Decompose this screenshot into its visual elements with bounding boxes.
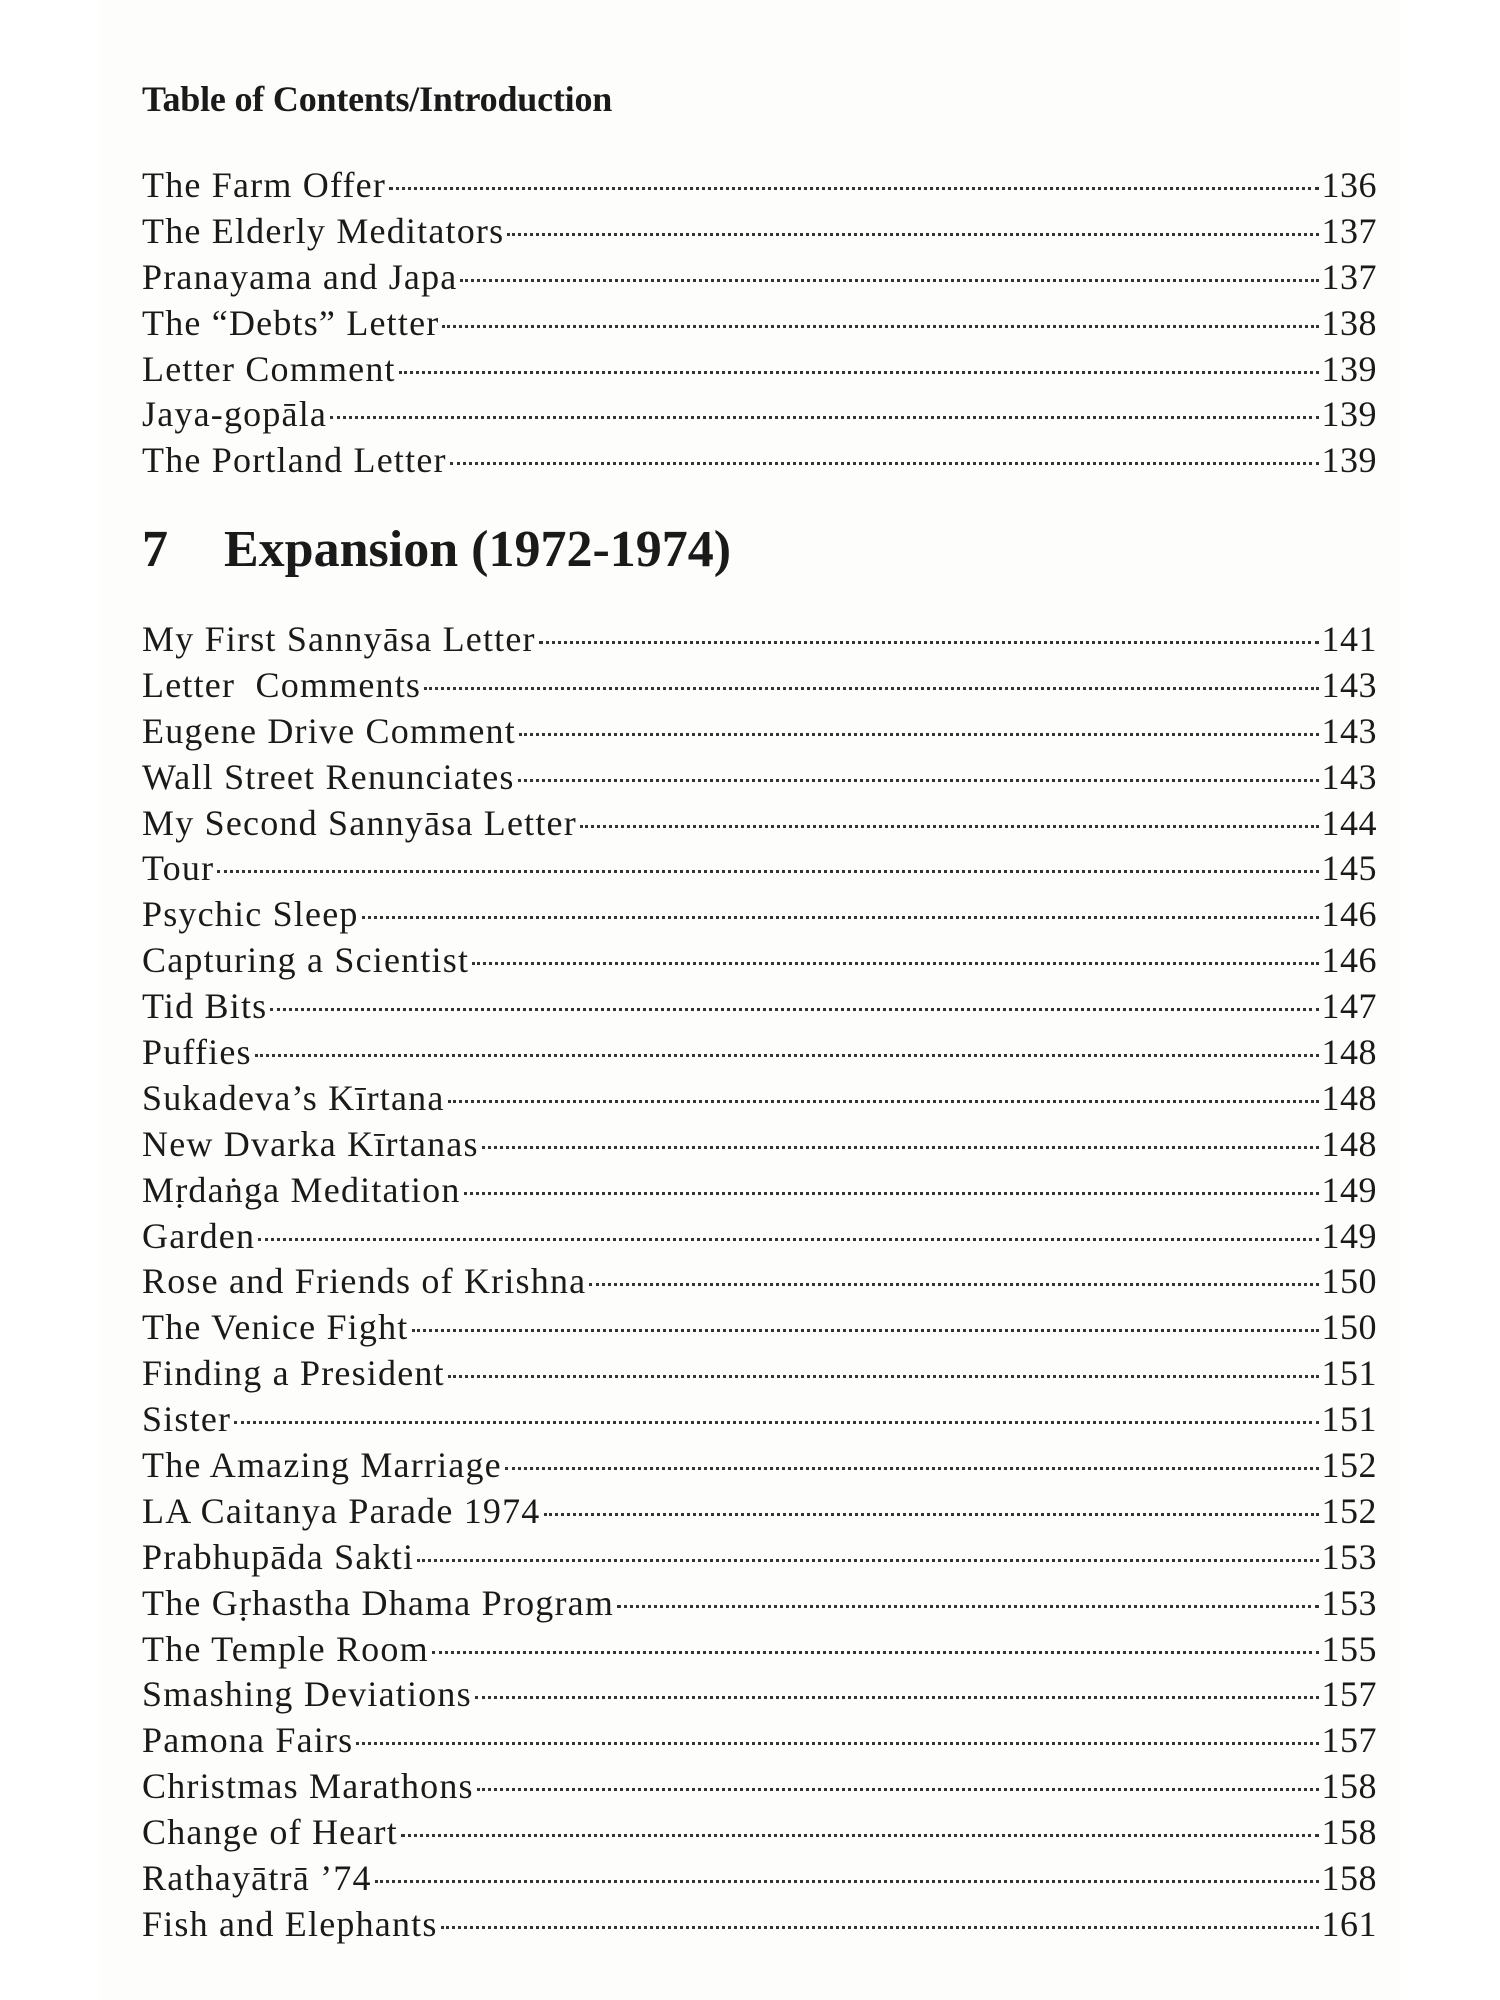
toc-entry-page: 153 bbox=[1321, 1582, 1377, 1623]
toc-entry bbox=[142, 1765, 1377, 1811]
toc-entry-title: Tid Bits bbox=[142, 986, 268, 1027]
toc-entry-title: Fish and Elephants bbox=[142, 1903, 438, 1944]
toc-entry-page: 161 bbox=[1321, 1903, 1377, 1944]
toc-entry-title: The Venice Fight bbox=[142, 1307, 409, 1348]
toc-entry-title: Pranayama and Japa bbox=[142, 256, 458, 297]
toc-entry-page: 149 bbox=[1321, 1215, 1377, 1256]
toc-entry-title: Rathayātrā ’74 bbox=[142, 1858, 372, 1899]
toc-entry-title: Wall Street Renunciates bbox=[142, 756, 515, 797]
toc-entry bbox=[142, 1628, 1377, 1674]
toc-entry-title: Christmas Marathons bbox=[142, 1766, 474, 1807]
toc-entry-title: The Portland Letter bbox=[142, 440, 447, 481]
toc-entry-page: 143 bbox=[1321, 710, 1377, 751]
toc-entry bbox=[142, 393, 1377, 439]
toc-entry-page: 158 bbox=[1321, 1858, 1377, 1899]
toc-entry-page: 157 bbox=[1321, 1674, 1377, 1715]
dot-leader bbox=[475, 1696, 1319, 1699]
toc-entry-page: 151 bbox=[1321, 1399, 1377, 1440]
dot-leader bbox=[450, 462, 1319, 465]
dot-leader bbox=[505, 1467, 1319, 1470]
toc-entry-page: 137 bbox=[1321, 256, 1377, 297]
toc-entry-title: Puffies bbox=[142, 1032, 252, 1073]
toc-entry-title: New Dvarka Kīrtanas bbox=[142, 1123, 479, 1164]
dot-leader bbox=[389, 187, 1318, 190]
toc-entry-page: 139 bbox=[1321, 348, 1377, 389]
toc-entry bbox=[142, 1903, 1377, 1949]
dot-leader bbox=[460, 279, 1318, 282]
toc-entry-page: 152 bbox=[1321, 1490, 1377, 1531]
toc-entry-page: 152 bbox=[1321, 1445, 1377, 1486]
toc-entry-title: Change of Heart bbox=[142, 1812, 398, 1853]
dot-leader bbox=[518, 779, 1319, 782]
toc-entry-title: The “Debts” Letter bbox=[142, 302, 440, 343]
toc-entry-title: Garden bbox=[142, 1215, 256, 1256]
toc-entry-page: 139 bbox=[1321, 394, 1377, 435]
toc-entry-page: 137 bbox=[1321, 210, 1377, 251]
toc-entry bbox=[142, 939, 1377, 985]
toc-entry bbox=[142, 1077, 1377, 1123]
dot-leader bbox=[356, 1742, 1318, 1745]
chapter-title: Expansion (1972-1974) bbox=[224, 521, 732, 578]
toc-entry-page: 138 bbox=[1321, 302, 1377, 343]
dot-leader bbox=[270, 1008, 1318, 1011]
toc-entry bbox=[142, 1123, 1377, 1169]
toc-entry-title: My First Sannyāsa Letter bbox=[142, 619, 536, 659]
dot-leader bbox=[507, 233, 1318, 236]
dot-leader bbox=[217, 870, 1318, 873]
dot-leader bbox=[424, 687, 1318, 690]
toc-entry bbox=[142, 1582, 1377, 1628]
toc-entry bbox=[142, 256, 1377, 302]
toc-entry bbox=[142, 664, 1377, 710]
chapter-number: 7 bbox=[142, 521, 168, 578]
dot-leader bbox=[375, 1880, 1319, 1883]
toc-entry bbox=[142, 1673, 1377, 1719]
toc-entry-title: Rose and Friends of Krishna bbox=[142, 1261, 587, 1302]
chapter-heading bbox=[142, 520, 731, 579]
toc-entry-title: Finding a President bbox=[142, 1353, 445, 1394]
toc-entry-title: Eugene Drive Comment bbox=[142, 710, 516, 751]
toc-entry bbox=[142, 802, 1377, 848]
toc-entry-page: 150 bbox=[1321, 1307, 1377, 1348]
toc-entry-title: Prabhupāda Sakti bbox=[142, 1536, 415, 1577]
dot-leader bbox=[330, 416, 1318, 419]
dot-leader bbox=[401, 1834, 1319, 1837]
toc-entry-title: The Amazing Marriage bbox=[142, 1445, 502, 1486]
toc-entry bbox=[142, 985, 1377, 1031]
toc-entry-title: The Elderly Meditators bbox=[142, 210, 505, 251]
toc-entry bbox=[142, 1306, 1377, 1352]
dot-leader bbox=[448, 1375, 1319, 1378]
toc-entry-title: Smashing Deviations bbox=[142, 1674, 472, 1715]
dot-leader bbox=[519, 733, 1319, 736]
toc-entry-page: 141 bbox=[1321, 619, 1377, 659]
dot-leader bbox=[432, 1651, 1319, 1654]
toc-entry-page: 158 bbox=[1321, 1812, 1377, 1853]
toc-entry-page: 151 bbox=[1321, 1353, 1377, 1394]
dot-leader bbox=[580, 825, 1319, 828]
toc-entry bbox=[142, 618, 1377, 664]
toc-entry bbox=[142, 1536, 1377, 1582]
dot-leader bbox=[544, 1513, 1319, 1516]
dot-leader bbox=[539, 641, 1319, 644]
toc-entry-page: 144 bbox=[1321, 802, 1377, 843]
dot-leader bbox=[482, 1146, 1319, 1149]
dot-leader bbox=[442, 325, 1318, 328]
toc-entry bbox=[142, 756, 1377, 802]
toc-entry-title: Letter Comments bbox=[142, 664, 422, 705]
running-head: Table of Contents/Introduction bbox=[142, 79, 613, 119]
toc-entry-page: 149 bbox=[1321, 1169, 1377, 1210]
toc-entry bbox=[142, 893, 1377, 939]
toc-entry-title: Pamona Fairs bbox=[142, 1720, 354, 1761]
toc-entry bbox=[142, 439, 1377, 485]
toc-entry-title: Psychic Sleep bbox=[142, 894, 359, 935]
toc-entry-title: LA Caitanya Parade 1974 bbox=[142, 1490, 541, 1531]
toc-entry-page: 139 bbox=[1321, 440, 1377, 481]
toc-entry bbox=[142, 1857, 1377, 1903]
dot-leader bbox=[258, 1238, 1318, 1241]
dot-leader bbox=[255, 1054, 1319, 1057]
toc-entry bbox=[142, 164, 1377, 210]
dot-leader bbox=[477, 1788, 1319, 1791]
toc-entry-page: 148 bbox=[1321, 1032, 1377, 1073]
toc-entry-page: 158 bbox=[1321, 1766, 1377, 1807]
toc-entry-title: Sister bbox=[142, 1399, 232, 1440]
toc-entry-title: Letter Comment bbox=[142, 348, 396, 389]
toc-entry bbox=[142, 1490, 1377, 1536]
toc-entry-page: 148 bbox=[1321, 1077, 1377, 1118]
dot-leader bbox=[472, 962, 1318, 965]
toc-entry bbox=[142, 1260, 1377, 1306]
toc-entry-page: 153 bbox=[1321, 1536, 1377, 1577]
dot-leader bbox=[589, 1283, 1318, 1286]
dot-leader bbox=[412, 1329, 1319, 1332]
toc-entry bbox=[142, 302, 1377, 348]
toc-entry bbox=[142, 1352, 1377, 1398]
toc-entry bbox=[142, 1031, 1377, 1077]
toc-entry-title: Jaya-gopāla bbox=[142, 394, 328, 435]
toc-entry-title: The Temple Room bbox=[142, 1628, 429, 1669]
toc-entry-title: Mṛdaṅga Meditation bbox=[142, 1169, 461, 1210]
toc-entry-title: Capturing a Scientist bbox=[142, 940, 470, 981]
toc-entry-title: The Farm Offer bbox=[142, 165, 387, 205]
toc-entry bbox=[142, 710, 1377, 756]
toc-entry bbox=[142, 1169, 1377, 1215]
toc-entry-title: Sukadeva’s Kīrtana bbox=[142, 1077, 445, 1118]
toc-entry-page: 146 bbox=[1321, 894, 1377, 935]
toc-entry bbox=[142, 847, 1377, 893]
dot-leader bbox=[448, 1100, 1319, 1103]
toc-entry-page: 145 bbox=[1321, 848, 1377, 889]
toc-entry-page: 150 bbox=[1321, 1261, 1377, 1302]
toc-entry bbox=[142, 1719, 1377, 1765]
toc-entry-page: 143 bbox=[1321, 756, 1377, 797]
toc-entry-page: 136 bbox=[1321, 165, 1377, 205]
toc-entry bbox=[142, 1398, 1377, 1444]
dot-leader bbox=[617, 1605, 1318, 1608]
dot-leader bbox=[417, 1559, 1318, 1562]
dot-leader bbox=[441, 1926, 1319, 1929]
toc-entry-page: 143 bbox=[1321, 664, 1377, 705]
toc-entry-page: 146 bbox=[1321, 940, 1377, 981]
toc-list-previous-chapter bbox=[142, 164, 1377, 485]
toc-entry-title: My Second Sannyāsa Letter bbox=[142, 802, 577, 843]
toc-entry bbox=[142, 348, 1377, 394]
toc-entry-title: Tour bbox=[142, 848, 215, 889]
toc-entry-page: 148 bbox=[1321, 1123, 1377, 1164]
dot-leader bbox=[399, 371, 1319, 374]
toc-entry-page: 155 bbox=[1321, 1628, 1377, 1669]
toc-entry bbox=[142, 210, 1377, 256]
toc-entry-page: 157 bbox=[1321, 1720, 1377, 1761]
dot-leader bbox=[464, 1192, 1319, 1195]
toc-entry bbox=[142, 1215, 1377, 1261]
toc-entry bbox=[142, 1811, 1377, 1857]
toc-list-chapter-7 bbox=[142, 618, 1377, 1949]
dot-leader bbox=[362, 916, 1319, 919]
toc-entry-page: 147 bbox=[1321, 986, 1377, 1027]
toc-entry-title: The Gṛhastha Dhama Program bbox=[142, 1582, 615, 1623]
dot-leader bbox=[234, 1421, 1318, 1424]
toc-entry bbox=[142, 1444, 1377, 1490]
